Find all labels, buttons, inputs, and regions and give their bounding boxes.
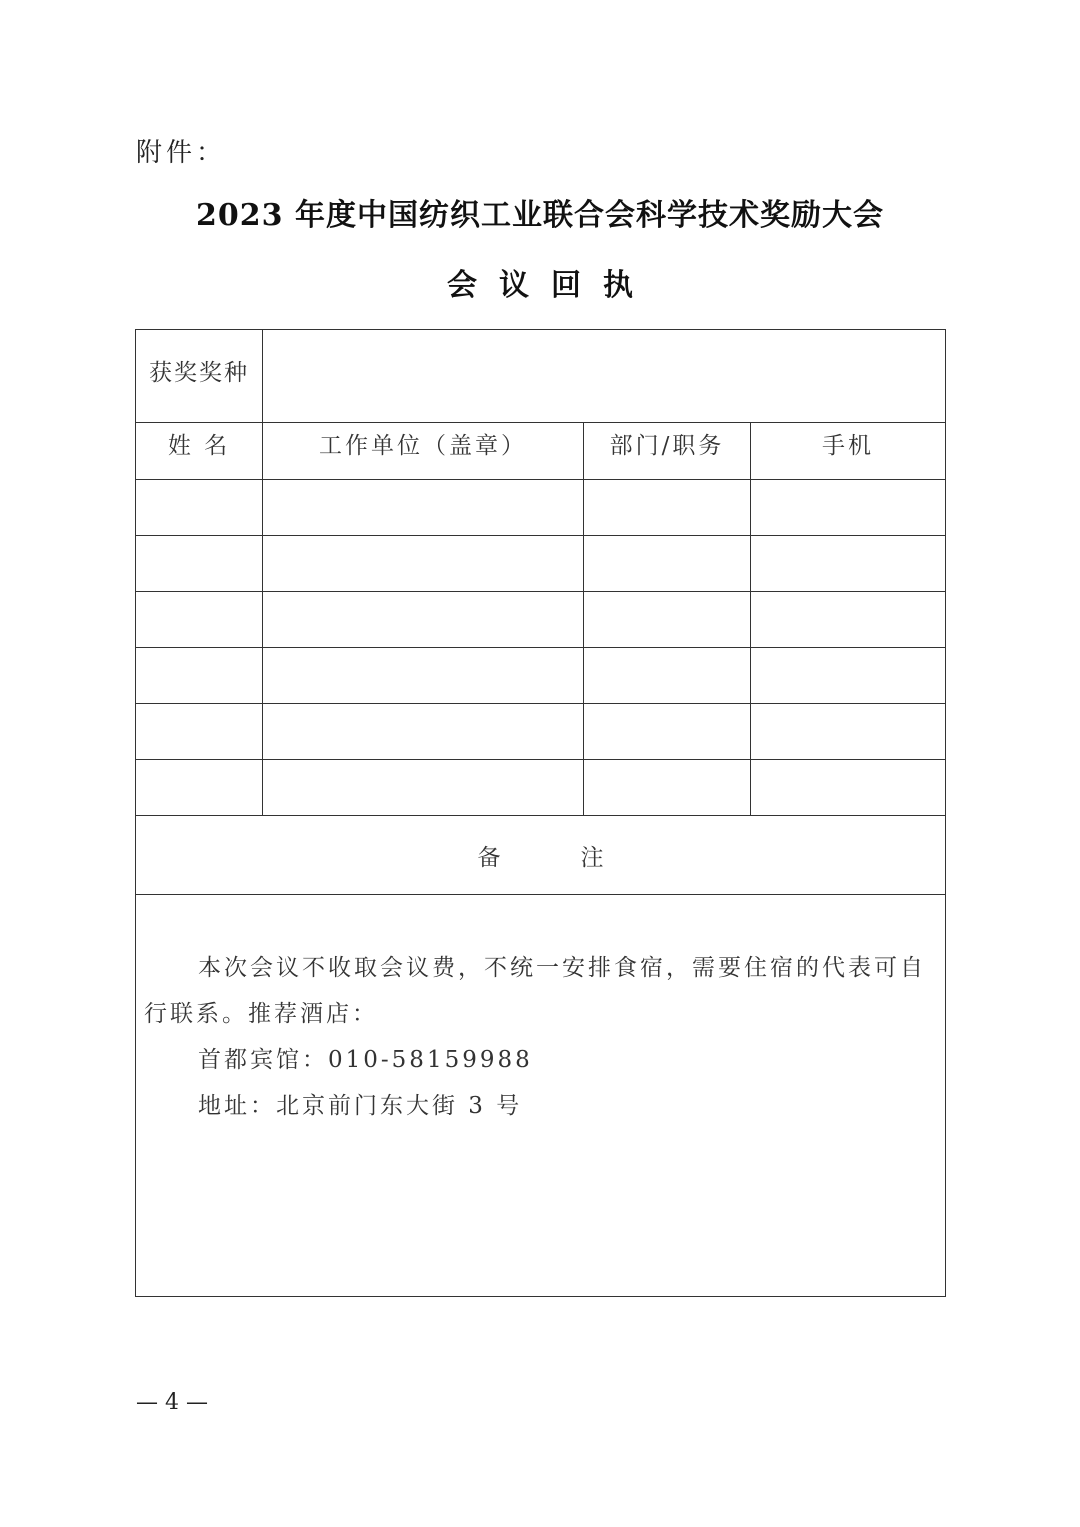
- document-subtitle: 会议回执: [447, 268, 655, 303]
- document-title: 2023 年度中国纺织工业联合会科学技术奖励大会: [196, 198, 884, 233]
- phone-cell[interactable]: [751, 480, 946, 536]
- organization-cell[interactable]: [263, 704, 584, 760]
- department-cell[interactable]: [584, 480, 751, 536]
- column-header-name: 姓 名: [136, 423, 263, 480]
- table-row: [136, 648, 946, 704]
- page-number: — 4 —: [136, 1390, 208, 1415]
- table-header-row: [136, 423, 946, 480]
- table-row: [136, 480, 946, 536]
- name-cell[interactable]: [136, 536, 263, 592]
- organization-cell[interactable]: [263, 536, 584, 592]
- name-cell[interactable]: [136, 480, 263, 536]
- organization-cell[interactable]: [263, 592, 584, 648]
- name-cell[interactable]: [136, 592, 263, 648]
- remarks-cell: [136, 895, 946, 1297]
- organization-cell[interactable]: [263, 648, 584, 704]
- department-cell[interactable]: [584, 704, 751, 760]
- remarks-header-row: [136, 816, 946, 895]
- award-row: [136, 330, 946, 423]
- table-row: [136, 536, 946, 592]
- remarks-label-right: 注: [580, 844, 604, 871]
- phone-cell[interactable]: [751, 536, 946, 592]
- name-cell[interactable]: [136, 760, 263, 816]
- attachment-label: 附件：: [136, 138, 227, 168]
- remarks-label-left: 备: [477, 844, 501, 871]
- column-header-phone: 手机: [751, 423, 946, 480]
- department-cell[interactable]: [584, 536, 751, 592]
- table-row: [136, 704, 946, 760]
- award-type-label: 获奖奖种: [136, 330, 263, 423]
- hotel-address: 地址：北京前门东大街 3 号: [198, 1093, 523, 1119]
- phone-cell[interactable]: [751, 704, 946, 760]
- name-cell[interactable]: [136, 648, 263, 704]
- remarks-paragraph: 本次会议不收取会议费，不统一安排食宿，需要住宿的代表可自行联系。推荐酒店：: [144, 955, 926, 1027]
- phone-cell[interactable]: [751, 648, 946, 704]
- reply-form-table: [135, 329, 946, 1297]
- phone-cell[interactable]: [751, 760, 946, 816]
- table-row: [136, 760, 946, 816]
- department-cell[interactable]: [584, 592, 751, 648]
- phone-cell[interactable]: [751, 592, 946, 648]
- hotel-phone: 首都宾馆：010-58159988: [198, 1047, 533, 1073]
- organization-cell[interactable]: [263, 480, 584, 536]
- name-cell[interactable]: [136, 704, 263, 760]
- column-header-department: 部门/职务: [584, 423, 751, 480]
- remarks-header: [136, 816, 946, 895]
- department-cell[interactable]: [584, 760, 751, 816]
- remarks-body-row: [136, 895, 946, 1297]
- department-cell[interactable]: [584, 648, 751, 704]
- table-row: [136, 592, 946, 648]
- award-type-field[interactable]: [263, 330, 946, 423]
- organization-cell[interactable]: [263, 760, 584, 816]
- column-header-organization: 工作单位（盖章）: [263, 423, 584, 480]
